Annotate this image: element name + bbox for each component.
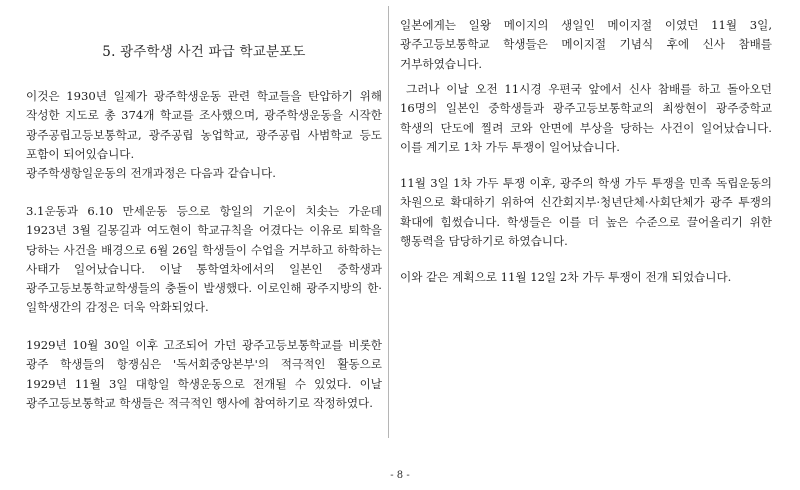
left-paragraph-1: 이것은 1930년 일제가 광주학생운동 관련 학교들을 탄압하기 위해 작성한 지도로 총 374개 학교를 조사했으며, 광주학생운동을 시작한 광주공립고등보통학교, 광주공립 농업학교, 광주공립 사범학교 등도 포함이 되어있습니다. [26, 89, 382, 161]
right-paragraph-1: 일본에게는 일왕 메이지의 생일인 메이지절 이였던 11월 3일, 광주고등보통학교 학생들은 메이지절 기념식 후에 신사 참배를 거부하였습니다. [400, 18, 772, 71]
left-paragraph-4: 1929년 10월 30일 이후 고조되어 가던 광주고등보통학교를 비롯한 광주 학생들의 항쟁심은 '독서회중앙본부'의 적극적인 활동으로 1929년 11월 3일 대항일 학생운동으로 전개될 수 있었다. 이날 광주고등보통학교 학생들은 적극적인 행사에 참여하기로 작정하였다. [26, 338, 382, 410]
left-paragraph-3: 3.1운동과 6.10 만세운동 등으로 항일의 기운이 치솟는 가운데 1923년 3월 길몽길과 여도현이 학교규칙을 어겼다는 이유로 퇴학을 당하는 사건을 배경으로 6월 26일 학생들이 수업을 거부하고 하학하는 사태가 일어났습니다. 이날 통학열차에서의 일본인 중학생과 광주고등보통학교학생들의 충돌이 발생했다. 이로인해 광주지방의 한·일학생간의 감정은 더욱 악화되었다. [26, 204, 382, 315]
column-divider [388, 6, 389, 438]
left-paragraph-2: 광주학생항일운동의 전개과정은 다음과 같습니다. [26, 166, 276, 180]
right-paragraph-4: 이와 같은 계획으로 11월 12일 2차 가두 투쟁이 전개 되었습니다. [400, 270, 732, 284]
right-paragraph-2: 그러나 이날 오전 11시경 우편국 앞에서 신사 참배를 하고 돌아오던 16명의 일본인 중학생들과 광주고등보통학교의 최쌍현이 광주중학교 학생의 단도에 찔려 코와 안면에 부상을 당하는 사건이 일어났습니다. 이를 계기로 1차 가두 투쟁이 일어났습니다. [400, 82, 772, 154]
section-title: 5. 광주학생 사건 파급 학교분포도 [102, 44, 306, 60]
right-paragraph-3: 11월 3일 1차 가두 투쟁 이후, 광주의 학생 가두 투쟁을 민족 독립운동의 차원으로 확대하기 위하여 신간회지부·청년단체·사회단체가 광주 투쟁의 확대에 힘썼습니다. 학생들은 이를 더 높은 수준으로 끌어올리기 위한 행동력을 담당하기로 하였습니다. [400, 176, 772, 248]
page-number: - 8 - [390, 470, 410, 481]
